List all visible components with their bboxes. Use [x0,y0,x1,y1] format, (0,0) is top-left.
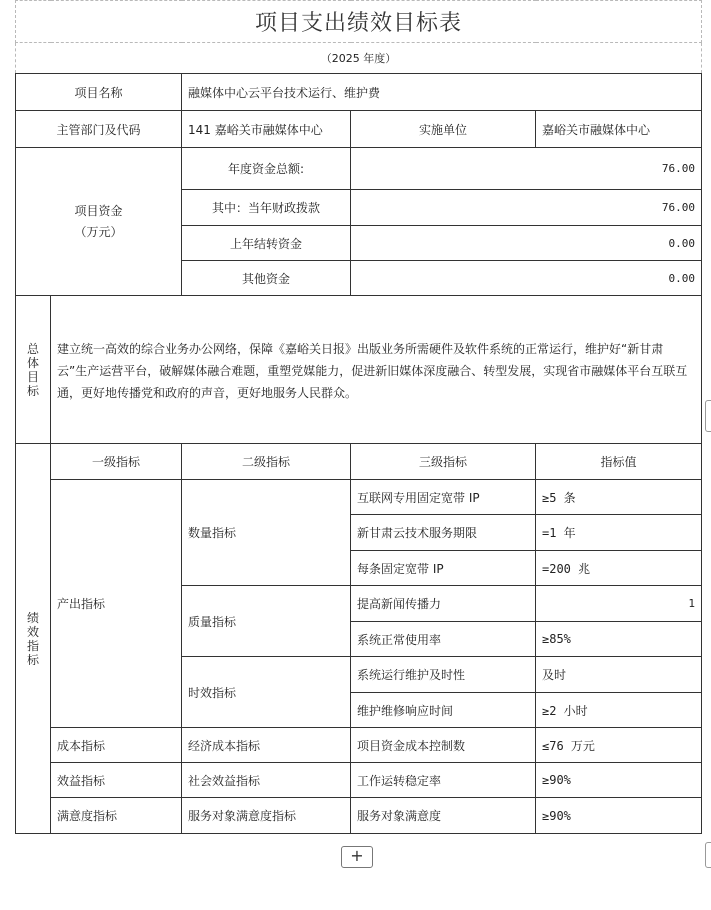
row-resize-handle[interactable] [705,842,711,868]
add-row-button[interactable]: + [341,846,373,868]
table-title: 项目支出绩效目标表 [16,1,702,43]
benefit-level2: 社会效益指标 [182,763,351,798]
funds-row-value[interactable]: 76.00 [351,190,702,226]
impl-label: 实施单位 [351,111,536,148]
funds-row-value[interactable]: 0.00 [351,226,702,261]
indicator-level3[interactable]: 服务对象满意度 [351,798,536,834]
indicator-level3[interactable]: 系统正常使用率 [351,622,536,657]
funds-row-label: 其中：当年财政拨款 [182,190,351,226]
header-level1: 一级指标 [51,444,182,480]
satisfaction-level2: 服务对象满意度指标 [182,798,351,834]
year-label: （2025 年度） [16,43,702,74]
project-name-label: 项目名称 [16,74,182,111]
header-value: 指标值 [536,444,702,480]
indicator-value[interactable]: ≤76 万元 [536,728,702,763]
timeliness-level2: 时效指标 [182,657,351,728]
satisfaction-level1: 满意度指标 [51,798,182,834]
indicator-value[interactable]: =200 兆 [536,551,702,586]
quantity-level2: 数量指标 [182,480,351,586]
performance-table [15,0,702,834]
indicator-value[interactable]: 及时 [536,657,702,693]
overall-goal-label: 总体目标 [16,296,51,444]
cost-level1: 成本指标 [51,728,182,763]
impl-value[interactable]: 嘉峪关市融媒体中心 [536,111,702,148]
indicator-value[interactable]: 1 [536,586,702,622]
funds-row-label: 上年结转资金 [182,226,351,261]
indicator-value[interactable]: ≥85% [536,622,702,657]
column-resize-handle[interactable] [705,400,711,432]
funds-row-value[interactable]: 76.00 [351,148,702,190]
indicator-value[interactable]: ≥90% [536,798,702,834]
overall-goal-text[interactable]: 建立统一高效的综合业务办公网络，保障《嘉峪关日报》出版业务所需硬件及软件系统的正常运行，维护好“新甘肃云”生产运营平台，破解媒体融合难题，重塑党媒能力，促进新旧媒体深度融合、转型发展，实现省市融媒体平台互联互通，更好地传播党和政府的声音，更好地服务人民群众。 [51,296,702,444]
quality-level2: 质量指标 [182,586,351,657]
project-name-value[interactable]: 融媒体中心云平台技术运行、维护费 [182,74,702,111]
funds-row-label: 其他资金 [182,261,351,296]
indicator-level3[interactable]: 每条固定宽带 IP [351,551,536,586]
indicator-level3[interactable]: 提高新闻传播力 [351,586,536,622]
funds-label [16,148,182,296]
indicator-level3[interactable]: 互联网专用固定宽带 IP [351,480,536,515]
benefit-level1: 效益指标 [51,763,182,798]
funds-row-value[interactable]: 0.00 [351,261,702,296]
funds-row-label: 年度资金总额: [182,148,351,190]
indicator-level3[interactable]: 系统运行维护及时性 [351,657,536,693]
output-level1: 产出指标 [51,480,182,728]
header-level2: 二级指标 [182,444,351,480]
dept-value[interactable]: 141 嘉峪关市融媒体中心 [182,111,351,148]
indicator-value[interactable]: =1 年 [536,515,702,551]
indicator-level3[interactable]: 维护维修响应时间 [351,693,536,728]
indicator-level3[interactable]: 新甘肃云技术服务期限 [351,515,536,551]
indicator-value[interactable]: ≥2 小时 [536,693,702,728]
indicator-value[interactable]: ≥90% [536,763,702,798]
indicator-level3[interactable]: 工作运转稳定率 [351,763,536,798]
indicator-value[interactable]: ≥5 条 [536,480,702,515]
indicators-label: 绩效指标 [16,444,51,834]
funds-label-unit: （万元） [74,224,123,239]
performance-table-sheet [15,0,701,834]
header-level3: 三级指标 [351,444,536,480]
dept-label: 主管部门及代码 [16,111,182,148]
cost-level2: 经济成本指标 [182,728,351,763]
indicator-level3[interactable]: 项目资金成本控制数 [351,728,536,763]
funds-label-main: 项目资金 [74,203,123,218]
